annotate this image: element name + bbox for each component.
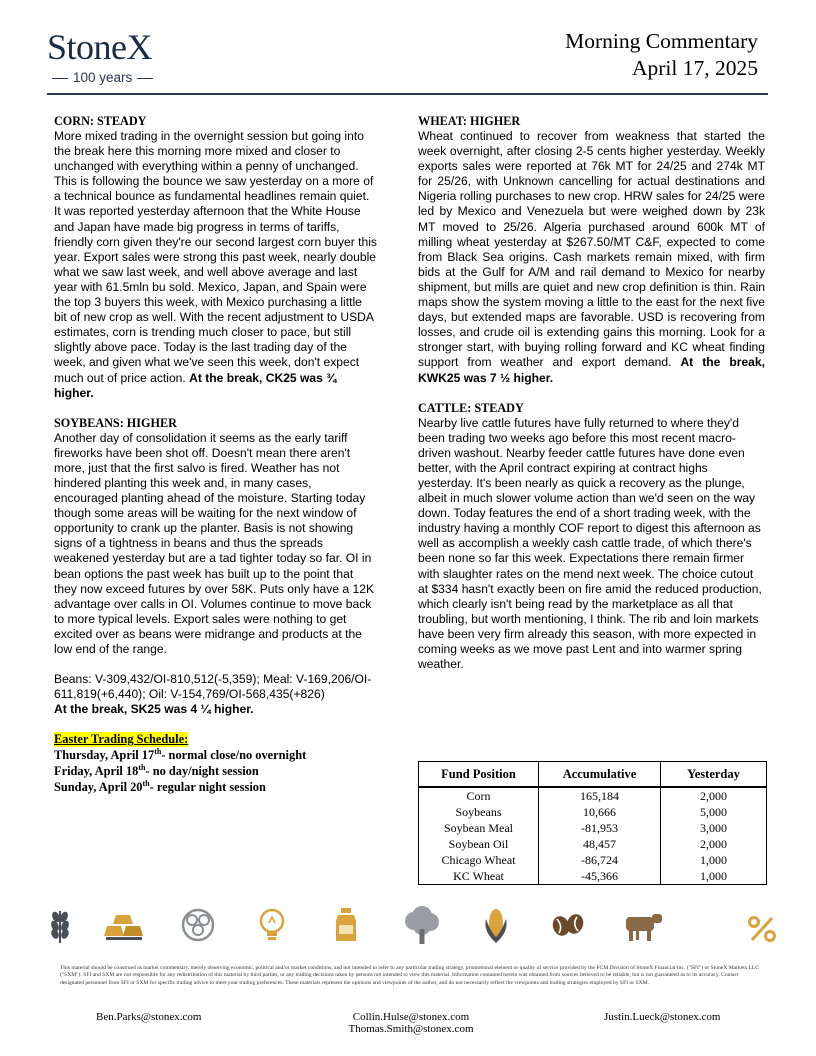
wheat-icon [40,905,80,945]
tagline-text: 100 years [73,70,133,85]
corn-body [54,129,377,401]
easter-sup: th [142,779,150,789]
table-header: Fund Position [419,762,539,788]
table-cell: 165,184 [539,787,661,804]
document-title: Morning Commentary [565,29,758,53]
table-cell: -86,724 [539,852,661,868]
coffee-beans-icon [548,905,588,945]
easter-sup: th [154,747,162,757]
wheat-body [418,129,765,386]
table-cell: 3,000 [661,820,767,836]
wheat-heading: WHEAT: HIGHER [418,114,521,128]
right-column [418,114,765,672]
table-row [419,820,767,836]
corn-icon [476,905,516,945]
table-cell: Chicago Wheat [419,852,539,868]
easter-day: Sunday, April 20 [54,780,143,795]
fund-position-table [418,761,767,885]
table-row [419,852,767,868]
cattle-body: Nearby live cattle futures have fully returned to where they'd been trading two weeks ago before this most recent macro-driven washout. Nearby feeder cattle futures have done even better, with the April contract expiring at contract highs yesterday. It's been nearly as quick a recovery as the plunge, albeit in much slower volume action than we'd seen on the way down. Today features the end of a short trading week, with the industry having a monthly COF report to digest this afternoon as well as accomplish a weekly cash cattle trade, of which there's been none so far this week. Expectations there remain firmer with slaughter rates on the mend next week. The choice cutout at $334 hasn't exactly been on fire amid the reduced production, which clearly isn't being read by the marketplace as all that troubling, but worth mentioning, I think. The rib and loin markets have been very firm already this season, with more expected in coming weeks as we move past Lent and into warmer spring weather. [418,415,762,672]
table-cell: 2,000 [661,836,767,852]
disclaimer-text: This material should be construed as market commentary, merely observing economic, political and/or market conditions, and not intended to refer to any particular trading strategy, promotional element or quality of service provided by the FCM Division of StoneX Financial Inc. ("SFI") or StoneX Markets LLC ("SXM"). SFI and SXM are not responsible for any redistribution of this material by third parties, or any trading decisions taken by persons not intended to view this material. Information contained herein was obtained from sources believed to be reliable, but is not guaranteed as to its accuracy. Contact designated personnel from SFI or SXM for specific trading advice to meet your trading preferences. These materials represent the opinions and viewpoints of the author, and do not necessarily reflect the viewpoints and trading strategies employed by SFI or SXM. [60,965,759,986]
table-cell: 1,000 [661,868,767,885]
cattle-heading: CATTLE: STEADY [418,400,524,415]
easter-day: Thursday, April 17 [54,748,155,763]
wheat-break: At the break, KWK25 was 7 ½ higher. [418,355,765,385]
table-cell: -45,366 [539,868,661,885]
cotton-icon [178,905,218,945]
table-cell: 2,000 [661,787,767,804]
table-cell: 10,666 [539,804,661,820]
table-row [419,804,767,820]
stonex-logo: StoneX [47,27,152,67]
cattle-icon [620,905,666,945]
document-date: April 17, 2025 [631,56,758,80]
easter-heading: Easter Trading Schedule: [54,732,189,747]
table-cell: KC Wheat [419,868,539,885]
table-row [419,787,767,804]
table-cell: 5,000 [661,804,767,820]
table-row [419,868,767,885]
easter-item [54,763,377,779]
table-header: Yesterday [661,762,767,788]
table-cell: -81,953 [539,820,661,836]
corn-text: More mixed trading in the overnight session but going into the break here this morning more mixed and closer to unchanged with everything within a penny of unchanged. This is following the bounce we saw yesterday on a more of a technical bounce as fundamental headlines remain quiet. It was reported yesterday afternoon that the White House and Japan have made big progress in terms of tariffs, friendly corn given they're our second largest corn buyer this year. Export sales were strong this past week, nearly double what we saw last week, and well above average and last year with 61.5mln bu sold. Mexico, Japan, and Spain were the top 3 buyers this week, with Mexico purchasing a little bit of new crop as well. With the recent adjustment to USDA estimates, corn is trending much closer to pace, but still slightly above pace. Today is the last trading day of the week, and given what we've seen this week, don't expect much out of price action. [54,129,377,385]
table-row [419,836,767,852]
gold-bars-icon [104,905,144,945]
table-cell: Soybean Meal [419,820,539,836]
document-title-block [565,28,758,82]
easter-sup: th [138,763,146,773]
contact-email-center-1[interactable]: Collin.Hulse@stonex.com [352,1011,470,1023]
lightbulb-icon [252,905,292,945]
commodity-icon-row [40,905,780,949]
corn-heading: CORN: STEADY [54,114,147,128]
tree-icon [400,905,444,945]
soybeans-break: At the break, SK25 was 4 ¼ higher. [54,702,254,717]
easter-schedule [54,732,377,795]
wheat-text: Wheat continued to recover from weakness that started the week overnight, after closing 2-5 cents higher yesterday. Weekly exports sales were reported at 76k MT for 24/25 and 274k MT for 25/26, with Unknown cancelling for actual destinations and Nigeria rolling purchases to new crop. HRW sales for 24/25 were led by Mexico and Venezuela but were weighed down by 23k MT moved to 25/26. Algeria purchased around 600k MT of milling wheat yesterday at $267.50/MT C&F, expected to come from Black Sea origins. Cash markets remain mixed, with firm bids at the Gulf for A/M and rail demand to Mexico for nearby shipment, but mills are quiet and new crop definition is thin. Rain maps show the system moving a little to the east for the next five days, but extended maps are favorable. USD is recovering from losses, and crude oil is extending gains this morning. Look for a stronger start, with buying rolling forward and KC wheat finding support from weather and export demand. [418,129,765,370]
easter-item [54,747,377,763]
contact-email-right[interactable]: Justin.Lueck@stonex.com [604,1011,721,1023]
table-header-row [419,762,767,788]
easter-day: Friday, April 18 [54,764,139,779]
tagline-dash [137,78,153,79]
tagline-dash [52,78,68,79]
table-header: Accumulative [539,762,661,788]
contact-email-center [346,1011,476,1035]
table-cell: Corn [419,787,539,804]
corn-break: At the break, CK25 was ¾ higher. [54,370,337,400]
soybeans-oi-line: Beans: V-309,432/OI-810,512(-5,359); Meal: V-169,206/OI-611,819(+6,440); Oil: V-154,769/OI-568,435(+826) [54,672,372,702]
logo-tagline [47,70,158,85]
easter-text: - no day/night session [145,764,259,779]
jar-icon [326,905,366,945]
contact-email-center-2[interactable]: Thomas.Smith@stonex.com [348,1023,474,1035]
easter-text: - normal close/no overnight [161,748,307,763]
easter-item [54,779,377,795]
table-cell: 48,457 [539,836,661,852]
contact-email-left[interactable]: Ben.Parks@stonex.com [96,1011,202,1023]
easter-text: - regular night session [149,780,266,795]
soybeans-heading: SOYBEANS: HIGHER [54,415,177,430]
table-cell: Soybeans [419,804,539,820]
left-column [54,114,377,795]
header-divider [47,93,768,95]
table-cell: 1,000 [661,852,767,868]
soybeans-body: Another day of consolidation it seems as the early tariff fireworks have been shot off. Doesn't mean there aren't more, just that the first salvo is fired. Weather has not hindered planting this week and, in many cases, encouraged planting ahead of the moisture. Starting today though some areas will be waiting for the next window of opportunity to crank up the planter. Basis is not showing signs of a tightness in beans and thus the spreads weakened yesterday but are a tad tighter today so far. OI in bean options the past week has built up to the point that they now exceed futures by over 58K. Puts only have a 12K advantage over calls in OI. Volumes continue to move back to more typical levels. Export sales were nothing to get excited over as beans were midrange and products at the low end of the range. [54,430,375,656]
percent-icon [742,905,782,945]
table-cell: Soybean Oil [419,836,539,852]
